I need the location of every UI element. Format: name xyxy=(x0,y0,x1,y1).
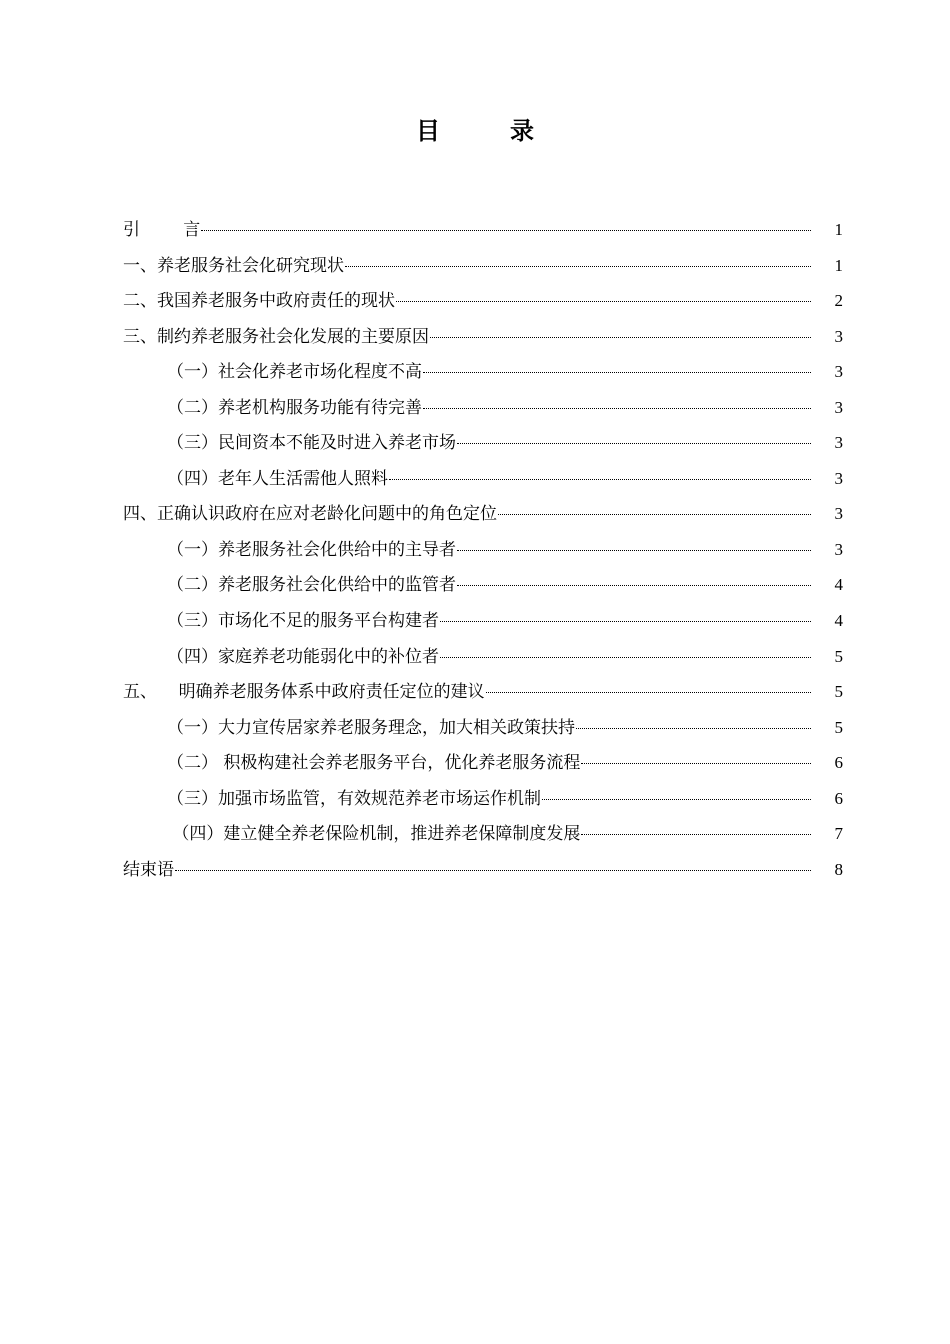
toc-entry-page-number: 1 xyxy=(834,255,843,275)
toc-entry-label: （一）大力宣传居家养老服务理念，加大相关政策扶持 xyxy=(167,717,575,738)
toc-dot-leader xyxy=(423,408,811,409)
toc-dot-leader xyxy=(576,728,811,729)
toc-entry-label: （二）养老服务社会化供给中的监管者 xyxy=(167,575,456,596)
toc-entry-label: （三）市场化不足的服务平台构建者 xyxy=(167,611,439,632)
page-title xyxy=(0,108,950,148)
toc-entry[interactable] xyxy=(123,425,843,461)
toc-dot-leader xyxy=(581,834,811,835)
toc-entry[interactable] xyxy=(123,567,843,603)
toc-entry-page-number: 2 xyxy=(834,291,843,311)
toc-dot-leader xyxy=(542,799,811,800)
toc-entry-page-number: 3 xyxy=(834,362,843,382)
toc-entry[interactable] xyxy=(123,816,843,852)
toc-entry-label: （一）养老服务社会化供给中的主导者 xyxy=(167,539,456,560)
table-of-contents xyxy=(123,212,843,887)
toc-entry[interactable] xyxy=(123,745,843,781)
toc-dot-leader xyxy=(498,514,811,515)
toc-entry-label: （二）养老机构服务功能有待完善 xyxy=(167,397,422,418)
toc-entry[interactable] xyxy=(123,283,843,319)
toc-entry-page-number: 6 xyxy=(834,753,843,773)
toc-entry-page-number: 3 xyxy=(834,539,843,559)
toc-entry-page-number: 3 xyxy=(834,326,843,346)
toc-entry[interactable] xyxy=(123,461,843,497)
toc-entry[interactable] xyxy=(123,212,843,248)
toc-entry-page-number: 6 xyxy=(834,788,843,808)
toc-entry-page-number: 4 xyxy=(834,611,843,631)
toc-entry-label: 四、正确认识政府在应对老龄化问题中的角色定位 xyxy=(123,504,497,525)
toc-entry-page-number: 5 xyxy=(834,717,843,737)
toc-dot-leader xyxy=(389,479,811,480)
toc-entry-page-number: 4 xyxy=(834,575,843,595)
toc-entry[interactable] xyxy=(123,248,843,284)
toc-entry[interactable] xyxy=(123,781,843,817)
toc-entry-label: （四）家庭养老功能弱化中的补位者 xyxy=(167,646,439,667)
toc-entry-label: （四）建立健全养老保险机制，推进养老保障制度发展 xyxy=(167,824,581,845)
toc-entry[interactable] xyxy=(123,496,843,532)
toc-dot-leader xyxy=(430,337,811,338)
toc-entry-label: （三）加强市场监管，有效规范养老市场运作机制 xyxy=(167,788,541,809)
toc-entry-label: 引 言 xyxy=(123,220,201,240)
toc-dot-leader xyxy=(457,585,811,586)
toc-dot-leader xyxy=(201,230,811,231)
toc-entry-label: （三）民间资本不能及时进入养老市场 xyxy=(167,433,456,454)
toc-entry-label: 五、 明确养老服务体系中政府责任定位的建议 xyxy=(123,682,485,703)
toc-entry-label: 二、我国养老服务中政府责任的现状 xyxy=(123,291,395,312)
toc-dot-leader xyxy=(457,550,811,551)
toc-entry-page-number: 3 xyxy=(834,504,843,524)
toc-entry-page-number: 3 xyxy=(834,433,843,453)
toc-dot-leader xyxy=(396,301,811,302)
toc-entry[interactable] xyxy=(123,852,843,888)
toc-dot-leader xyxy=(423,372,811,373)
toc-entry[interactable] xyxy=(123,354,843,390)
toc-entry[interactable] xyxy=(123,674,843,710)
toc-entry-label: （一）社会化养老市场化程度不高 xyxy=(167,362,422,383)
toc-entry-label: 结束语 xyxy=(123,859,174,880)
toc-entry[interactable] xyxy=(123,532,843,568)
toc-dot-leader xyxy=(440,657,811,658)
toc-entry[interactable] xyxy=(123,319,843,355)
toc-entry[interactable] xyxy=(123,603,843,639)
toc-entry[interactable] xyxy=(123,639,843,675)
toc-dot-leader xyxy=(457,443,811,444)
toc-dot-leader xyxy=(486,692,811,693)
toc-dot-leader xyxy=(175,870,811,871)
toc-dot-leader xyxy=(440,621,811,622)
toc-entry-label: 三、制约养老服务社会化发展的主要原因 xyxy=(123,326,429,347)
toc-entry-page-number: 8 xyxy=(834,859,843,879)
toc-entry-label: （二） 积极构建社会养老服务平台，优化养老服务流程 xyxy=(167,753,581,774)
toc-entry-page-number: 7 xyxy=(834,824,843,844)
toc-entry-page-number: 5 xyxy=(834,682,843,702)
toc-entry-page-number: 3 xyxy=(834,468,843,488)
toc-entry-page-number: 5 xyxy=(834,646,843,666)
toc-entry-label: 一、养老服务社会化研究现状 xyxy=(123,255,344,276)
toc-entry-page-number: 3 xyxy=(834,397,843,417)
toc-entry-label: （四）老年人生活需他人照料 xyxy=(167,468,388,489)
page-title-part-2: 录 xyxy=(510,116,534,145)
toc-dot-leader xyxy=(345,266,811,267)
toc-entry[interactable] xyxy=(123,710,843,746)
toc-entry[interactable] xyxy=(123,390,843,426)
page-title-part-1: 目 xyxy=(416,116,440,145)
toc-entry-page-number: 1 xyxy=(834,220,843,239)
toc-dot-leader xyxy=(581,763,811,764)
